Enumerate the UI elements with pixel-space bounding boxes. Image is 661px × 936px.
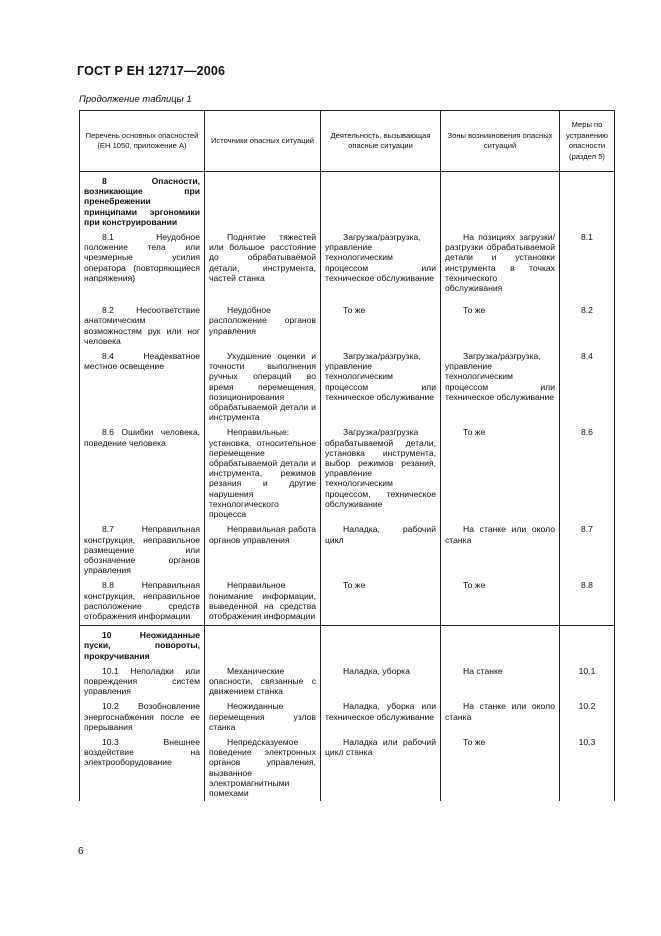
page-number: 6 — [78, 846, 84, 857]
section-heading: 8 Опасности, возникающие при пренебрежении принципами эргономики при конструировании — [80, 172, 205, 231]
hazard-cell: 8.1 Неудобное положение тела или чрезмерные усилия оператора (повторяющиеся напряжения) — [80, 230, 205, 296]
table-caption: Продолжение таблицы 1 — [79, 94, 192, 105]
section-heading: 10 Неожиданные пуски, повороты, прокручивания — [80, 626, 205, 664]
table-row — [80, 230, 615, 296]
source-cell: Неправильное понимание информации, выведенной на средства отображения информации — [205, 578, 321, 625]
header-measures: Меры по устранению опасности (раздел 5) — [560, 111, 615, 172]
measure-cell: 8.6 — [560, 425, 615, 522]
measure-cell: 8.2 — [560, 296, 615, 349]
zone-cell: На станке — [441, 664, 560, 700]
activity-cell: То же — [321, 578, 441, 625]
zone-cell: На станке или около станка — [441, 699, 560, 735]
table-row — [80, 578, 615, 625]
table-row — [80, 296, 615, 349]
hazard-cell: 8.2 Несоответствие анатомическим возможностям рук или ног человека — [80, 296, 205, 349]
table-row — [80, 699, 615, 735]
activity-cell: То же — [321, 296, 441, 349]
hazard-cell: 10.2 Возобновление энергоснабжения после ее прерывания — [80, 699, 205, 735]
table-header-row — [80, 111, 615, 172]
zone-cell: То же — [441, 735, 560, 801]
section-row — [80, 172, 615, 231]
source-cell: Поднятие тяжестей или большое расстояние до обрабатываемой детали, инструмента, частей станка — [205, 230, 321, 296]
source-cell: Неожиданные перемещения узлов станка — [205, 699, 321, 735]
section-row — [80, 626, 615, 664]
table-row — [80, 735, 615, 801]
measure-cell: 10.3 — [560, 735, 615, 801]
source-cell: Механические опасности, связанные с движением станка — [205, 664, 321, 700]
measure-cell: 8.7 — [560, 522, 615, 578]
zone-cell: На позициях загрузки/разгрузки обрабатываемой детали и установки инструмента в точках технического обслуживания — [441, 230, 560, 296]
header-activity: Деятельность, вызывающая опасные ситуации — [321, 111, 441, 172]
source-cell: Неправильная работа органов управления — [205, 522, 321, 578]
activity-cell: Наладка или рабочий цикл станка — [321, 735, 441, 801]
table-row — [80, 349, 615, 425]
table-row — [80, 522, 615, 578]
zone-cell: То же — [441, 578, 560, 625]
source-cell: Ухудшение оценки и точности выполнения ручных операций во время перемещения, позиционирования обрабатываемой детали и инструмента — [205, 349, 321, 425]
table-row — [80, 425, 615, 522]
measure-cell: 10.2 — [560, 699, 615, 735]
source-cell: Непредсказуемое поведение электронных органов управления, вызванное электромагнитными помехами — [205, 735, 321, 801]
activity-cell: Загрузка/разгрузка, управление технологическим процессом или техническое обслуживание — [321, 349, 441, 425]
source-cell: Неправильные: установка, относительное перемещение обрабатываемой детали и инструмента, режимов резания и другие нарушения технологического процесса — [205, 425, 321, 522]
hazard-cell: 8.7 Неправильная конструкция, неправильное размещение или обозначение органов управления — [80, 522, 205, 578]
activity-cell: Загрузка/разгрузка обрабатываемой детали, установка инструмента, выбор режимов резания, управление технологическим процессом, техническое обслуживание — [321, 425, 441, 522]
measure-cell: 8.4 — [560, 349, 615, 425]
hazard-cell: 10.3 Внешнее воздействие на электрооборудование — [80, 735, 205, 801]
hazard-cell: 8.8 Неправильная конструкция, неправильное расположение средств отображения информации — [80, 578, 205, 625]
document-title: ГОСТ Р ЕН 12717—2006 — [77, 64, 226, 78]
source-cell: Неудобное расположение органов управления — [205, 296, 321, 349]
zone-cell: На станке или около станка — [441, 522, 560, 578]
zone-cell: То же — [441, 425, 560, 522]
measure-cell: 8.8 — [560, 578, 615, 625]
activity-cell: Наладка, рабочий цикл — [321, 522, 441, 578]
hazard-cell: 8.6 Ошибки человека, поведение человека — [80, 425, 205, 522]
zone-cell: Загрузка/разгрузка, управление технологическим процессом или техническое обслуживание — [441, 349, 560, 425]
hazards-table — [79, 110, 615, 801]
measure-cell: 10.1 — [560, 664, 615, 700]
activity-cell: Загрузка/разгрузка, управление технологическим процессом или техническое обслуживание — [321, 230, 441, 296]
zone-cell: То же — [441, 296, 560, 349]
activity-cell: Наладка, уборка — [321, 664, 441, 700]
header-zones: Зоны возникновения опасных ситуаций — [441, 111, 560, 172]
hazard-cell: 10.1 Неполадки или повреждения систем управления — [80, 664, 205, 700]
hazard-cell: 8.4 Неадекватное местное освещение — [80, 349, 205, 425]
measure-cell: 8.1 — [560, 230, 615, 296]
header-hazards: Перечень основных опасностей (ЕН 1050, приложение А) — [80, 111, 205, 172]
header-sources: Источники опасных ситуаций — [205, 111, 321, 172]
activity-cell: Наладка, уборка или техническое обслуживание — [321, 699, 441, 735]
table-row — [80, 664, 615, 700]
